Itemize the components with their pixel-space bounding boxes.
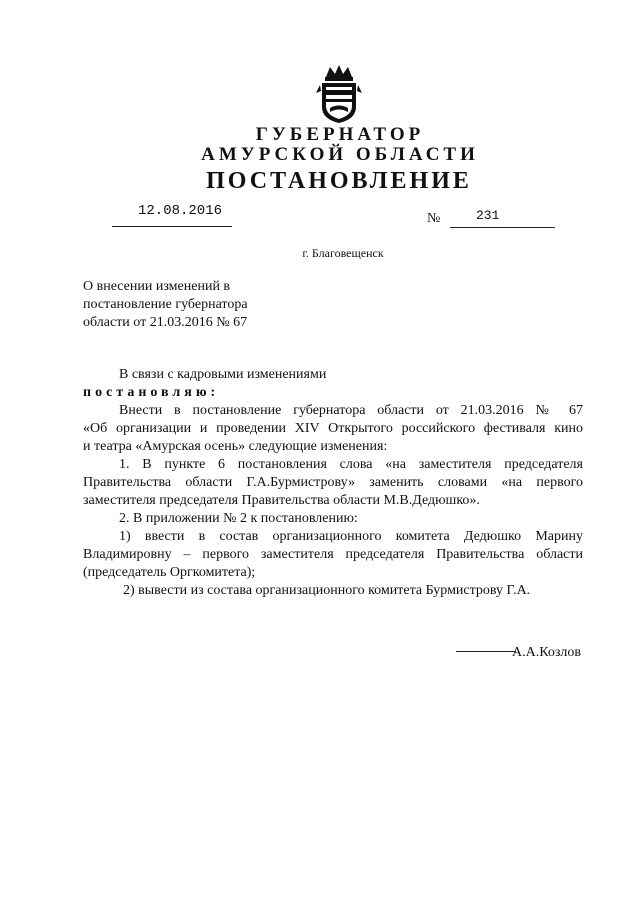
document-type: ПОСТАНОВЛЕНИЕ bbox=[206, 168, 472, 194]
number-underline bbox=[450, 227, 555, 228]
signature-stroke bbox=[456, 651, 516, 652]
subject-line: области от 21.03.2016 № 67 bbox=[83, 315, 248, 330]
city: г. Благовещенск bbox=[302, 246, 384, 260]
header-title: ГУБЕРНАТОР bbox=[255, 124, 425, 145]
paragraph-line: Владимировну – первого заместителя председателя Правительства области bbox=[83, 547, 583, 562]
paragraph-line: Правительства области Г.А.Бурмистрову» заменить словами «на первого bbox=[83, 475, 583, 490]
paragraph-line: 2) вывести из состава организационного комитета Бурмистрову Г.А. bbox=[123, 583, 531, 598]
subject-line: О внесении изменений в bbox=[83, 279, 231, 294]
paragraph-line: (председатель Оргкомитета); bbox=[83, 565, 256, 580]
number-sign: № bbox=[427, 211, 441, 226]
paragraph-line: 1) ввести в состав организационного комитета Дедюшко Марину bbox=[119, 529, 583, 544]
paragraph-line: 1. В пункте 6 постановления слова «на заместителя председателя bbox=[119, 457, 583, 472]
paragraph-line: 2. В приложении № 2 к постановлению: bbox=[119, 511, 358, 526]
document-date: 12.08.2016 bbox=[138, 203, 223, 219]
date-underline bbox=[112, 226, 232, 227]
coat-of-arms-icon bbox=[316, 63, 362, 125]
paragraph-line: и театра «Амурская осень» следующие изменения: bbox=[83, 439, 388, 454]
paragraph-line: заместителя председателя Правительства области М.В.Дедюшко». bbox=[83, 493, 480, 508]
header-region: АМУРСКОЙ ОБЛАСТИ bbox=[201, 144, 479, 165]
signer-name: А.А.Козлов bbox=[512, 645, 581, 660]
paragraph-basis: В связи с кадровыми изменениями bbox=[119, 367, 327, 382]
document-subject bbox=[83, 278, 248, 332]
document-number: 231 bbox=[476, 208, 500, 223]
document-body bbox=[83, 366, 583, 600]
paragraph-line: Внести в постановление губернатора области от 21.03.2016 № 67 bbox=[119, 403, 583, 418]
subject-line: постановление губернатора bbox=[83, 297, 248, 312]
paragraph-line: «Об организации и проведении XIV Открытого российского фестиваля кино bbox=[83, 421, 583, 436]
decree-word: постановляю: bbox=[83, 385, 220, 400]
